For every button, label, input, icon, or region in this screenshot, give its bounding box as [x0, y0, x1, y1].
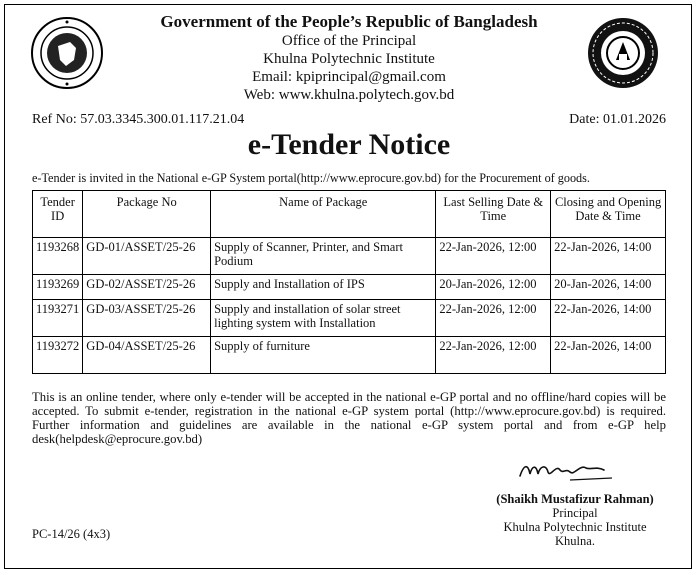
- signatory-designation: Principal: [552, 506, 598, 520]
- signatory-name: (Shaikh Mustafizur Rahman): [496, 492, 654, 506]
- cell-package-name: Supply and Installation of IPS: [211, 275, 436, 300]
- tender-table: [32, 190, 666, 374]
- table-header-row: [33, 191, 666, 238]
- terms-paragraph: This is an online tender, where only e-tender will be accepted in the national e-GP portal and no offline/hard copies will be accepted. To submit e-tender, registration in the national e-GP system portal (http://www.eprocure.gov.bd) is required. Further information and guidelines are available in the national e-GP system portal and from e-GP help desk(helpdesk@eprocure.gov.bd): [32, 390, 666, 446]
- cell-package-no: GD-01/ASSET/25-26: [83, 238, 211, 275]
- cell-package-no: GD-04/ASSET/25-26: [83, 337, 211, 374]
- cell-package-no: GD-03/ASSET/25-26: [83, 300, 211, 337]
- header-package-no: Package No: [83, 191, 211, 238]
- government-name: Government of the People’s Republic of Bangladesh: [160, 12, 538, 31]
- header-package-name: Name of Package: [211, 191, 436, 238]
- cell-package-name: Supply and installation of solar street lighting system with Installation: [211, 300, 436, 337]
- cell-closing: 22-Jan-2026, 14:00: [551, 238, 666, 275]
- table-row: [33, 275, 666, 300]
- cell-tender-id: 1193268: [33, 238, 83, 275]
- notice-date: Date: 01.01.2026: [569, 112, 666, 127]
- cell-closing: 20-Jan-2026, 14:00: [551, 275, 666, 300]
- cell-last-selling: 20-Jan-2026, 12:00: [436, 275, 551, 300]
- signature-icon: [500, 454, 650, 488]
- cell-last-selling: 22-Jan-2026, 12:00: [436, 300, 551, 337]
- cell-package-name: Supply of Scanner, Printer, and Smart Podium: [211, 238, 436, 275]
- letterhead: [0, 12, 698, 104]
- table-row: [33, 238, 666, 275]
- web-line: Web: www.khulna.polytech.gov.bd: [243, 87, 455, 103]
- signatory-city: Khulna.: [555, 534, 595, 548]
- email-line: Email: kpiprincipal@gmail.com: [252, 69, 446, 85]
- table-row: [33, 337, 666, 374]
- intro-text: e-Tender is invited in the National e-GP System portal(http://www.eprocure.gov.bd) for the Procurement of goods.: [32, 171, 590, 185]
- page-title: e-Tender Notice: [247, 128, 451, 161]
- cell-closing: 22-Jan-2026, 14:00: [551, 300, 666, 337]
- cell-last-selling: 22-Jan-2026, 12:00: [436, 337, 551, 374]
- reference-number: Ref No: 57.03.3345.300.01.117.21.04: [32, 112, 245, 127]
- table-row: [33, 300, 666, 337]
- cell-last-selling: 22-Jan-2026, 12:00: [436, 238, 551, 275]
- cell-closing: 22-Jan-2026, 14:00: [551, 337, 666, 374]
- cell-tender-id: 1193271: [33, 300, 83, 337]
- cell-tender-id: 1193272: [33, 337, 83, 374]
- cell-tender-id: 1193269: [33, 275, 83, 300]
- signatory-institute: Khulna Polytechnic Institute: [503, 520, 647, 534]
- office-name: Office of the Principal: [281, 33, 417, 49]
- institute-name: Khulna Polytechnic Institute: [263, 51, 435, 67]
- header-tender-id: Tender ID: [33, 191, 83, 238]
- cell-package-no: GD-02/ASSET/25-26: [83, 275, 211, 300]
- header-closing: Closing and Opening Date & Time: [551, 191, 666, 238]
- cell-package-name: Supply of furniture: [211, 337, 436, 374]
- signatory-block: [470, 492, 680, 548]
- header-last-selling: Last Selling Date & Time: [436, 191, 551, 238]
- pc-code: PC-14/26 (4x3): [32, 527, 111, 541]
